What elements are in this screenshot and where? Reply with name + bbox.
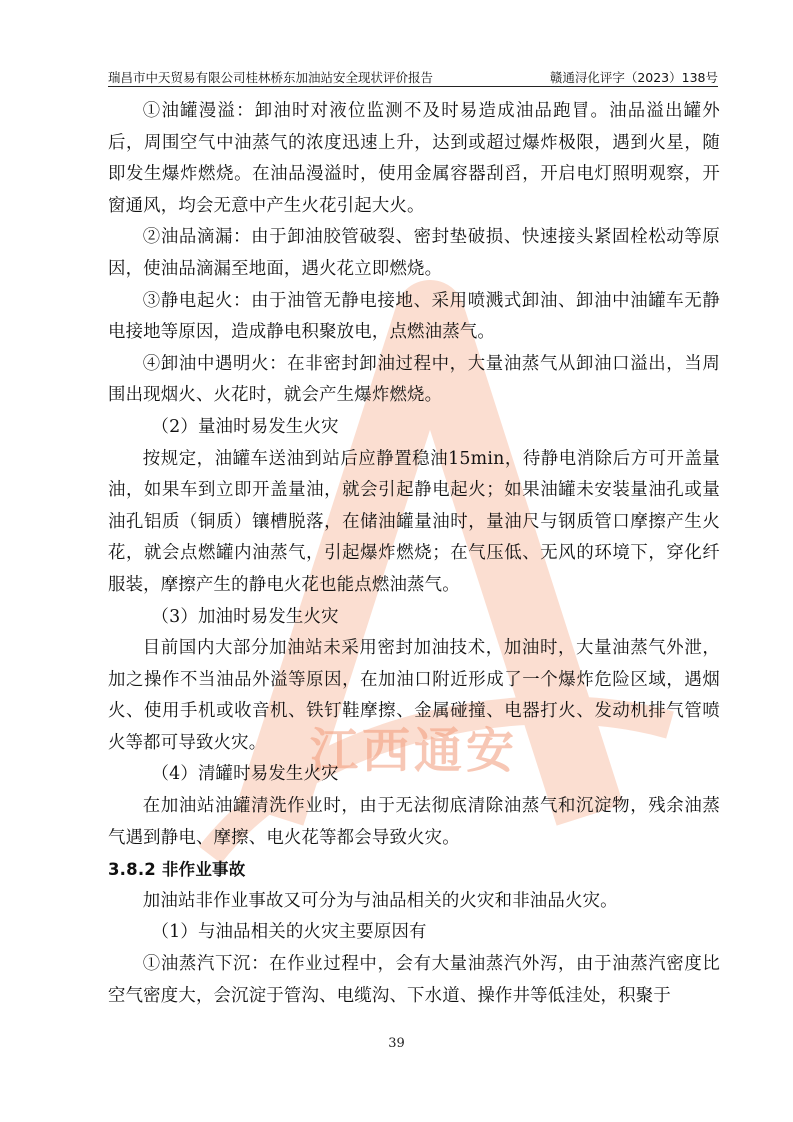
paragraph-non-operation-intro: 加油站非作业事故又可分为与油品相关的火灾和非油品火灾。: [142, 890, 618, 911]
paragraph-tank-cleaning-fire: 在加油站油罐清洗作业时，由于无法彻底清除油蒸气和沉淀物，残余油蒸气遇到静电、摩擦、电火花等都会导致火灾。: [108, 796, 720, 848]
paragraph-open-flame: ④卸油中遇明火：在非密封卸油过程中，大量油蒸气从卸油口溢出，当周围出现烟火、火花时，就会产生爆炸燃烧。: [108, 353, 720, 406]
header-document-number: 赣通浔化评字（2023）138号: [549, 70, 718, 85]
page-number: 39: [388, 1036, 405, 1051]
subheading-refueling-fire: （3）加油时易发生火灾: [151, 606, 339, 627]
paragraph-refueling-fire: 目前国内大部分加油站未采用密封加油技术，加油时，大量油蒸气外泄，加之操作不当油品外溢等原因，在加油口附近形成了一个爆炸危险区域，遇烟火、使用手机或收音机、铁钉鞋摩擦、金属碰撞、电器打火、发动机排气管喷火等都可导致火灾。: [108, 638, 720, 753]
paragraph-vapor-sinking: ①油蒸汽下沉：在作业过程中，会有大量油蒸汽外泻，由于油蒸汽密度比空气密度大，会沉淀于管沟、电缆沟、下水道、操作井等低洼处，积聚于: [108, 954, 720, 1006]
page-header: [108, 66, 718, 87]
paragraph-static-fire: ③静电起火：由于油管无静电接地、采用喷溅式卸油、卸油中油罐车无静电接地等原因，造成静电积聚放电，点燃油蒸气。: [108, 290, 720, 343]
subheading-oil-related-fire: （1）与油品相关的火灾主要原因有: [151, 922, 427, 943]
paragraph-oil-drip: ②油品滴漏：由于卸油胶管破裂、密封垫破损、快速接头紧固栓松动等原因，使油品滴漏至地面，遇火花立即燃烧。: [108, 227, 720, 279]
watermark-text: 江西通安: [310, 723, 519, 779]
subheading-measuring-fire: （2）量油时易发生火灾: [151, 416, 339, 437]
section-heading-non-operation-accident: 3.8.2 非作业事故: [108, 860, 246, 880]
header-report-title: 瑞昌市中天贸易有限公司桂林桥东加油站安全现状评价报告: [108, 70, 434, 85]
document-body: [108, 96, 720, 1012]
subheading-tank-cleaning-fire: （4）清罐时易发生火灾: [151, 764, 339, 785]
paragraph-measuring-fire: 按规定，油罐车送油到站后应静置稳油15min，待静电消除后方可开盖量油，如果车到立即开盖量油，就会引起静电起火；如果油罐未安装量油孔或量油孔铝质（铜质）镶槽脱落，在储油罐量油时，量油尺与钢质管口摩擦产生火花，就会点燃罐内油蒸气，引起爆炸燃烧；在气压低、无风的环境下，穿化纤服装，摩擦产生的静电火花也能点燃油蒸气。: [108, 448, 720, 595]
paragraph-tank-overflow: ①油罐漫溢：卸油时对液位监测不及时易造成油品跑冒。油品溢出罐外后，周围空气中油蒸气的浓度迅速上升，达到或超过爆炸极限，遇到火星，随即发生爆炸燃烧。在油品漫溢时，使用金属容器刮舀，开启电灯照明观察，开窗通风，均会无意中产生火花引起大火。: [108, 101, 720, 216]
